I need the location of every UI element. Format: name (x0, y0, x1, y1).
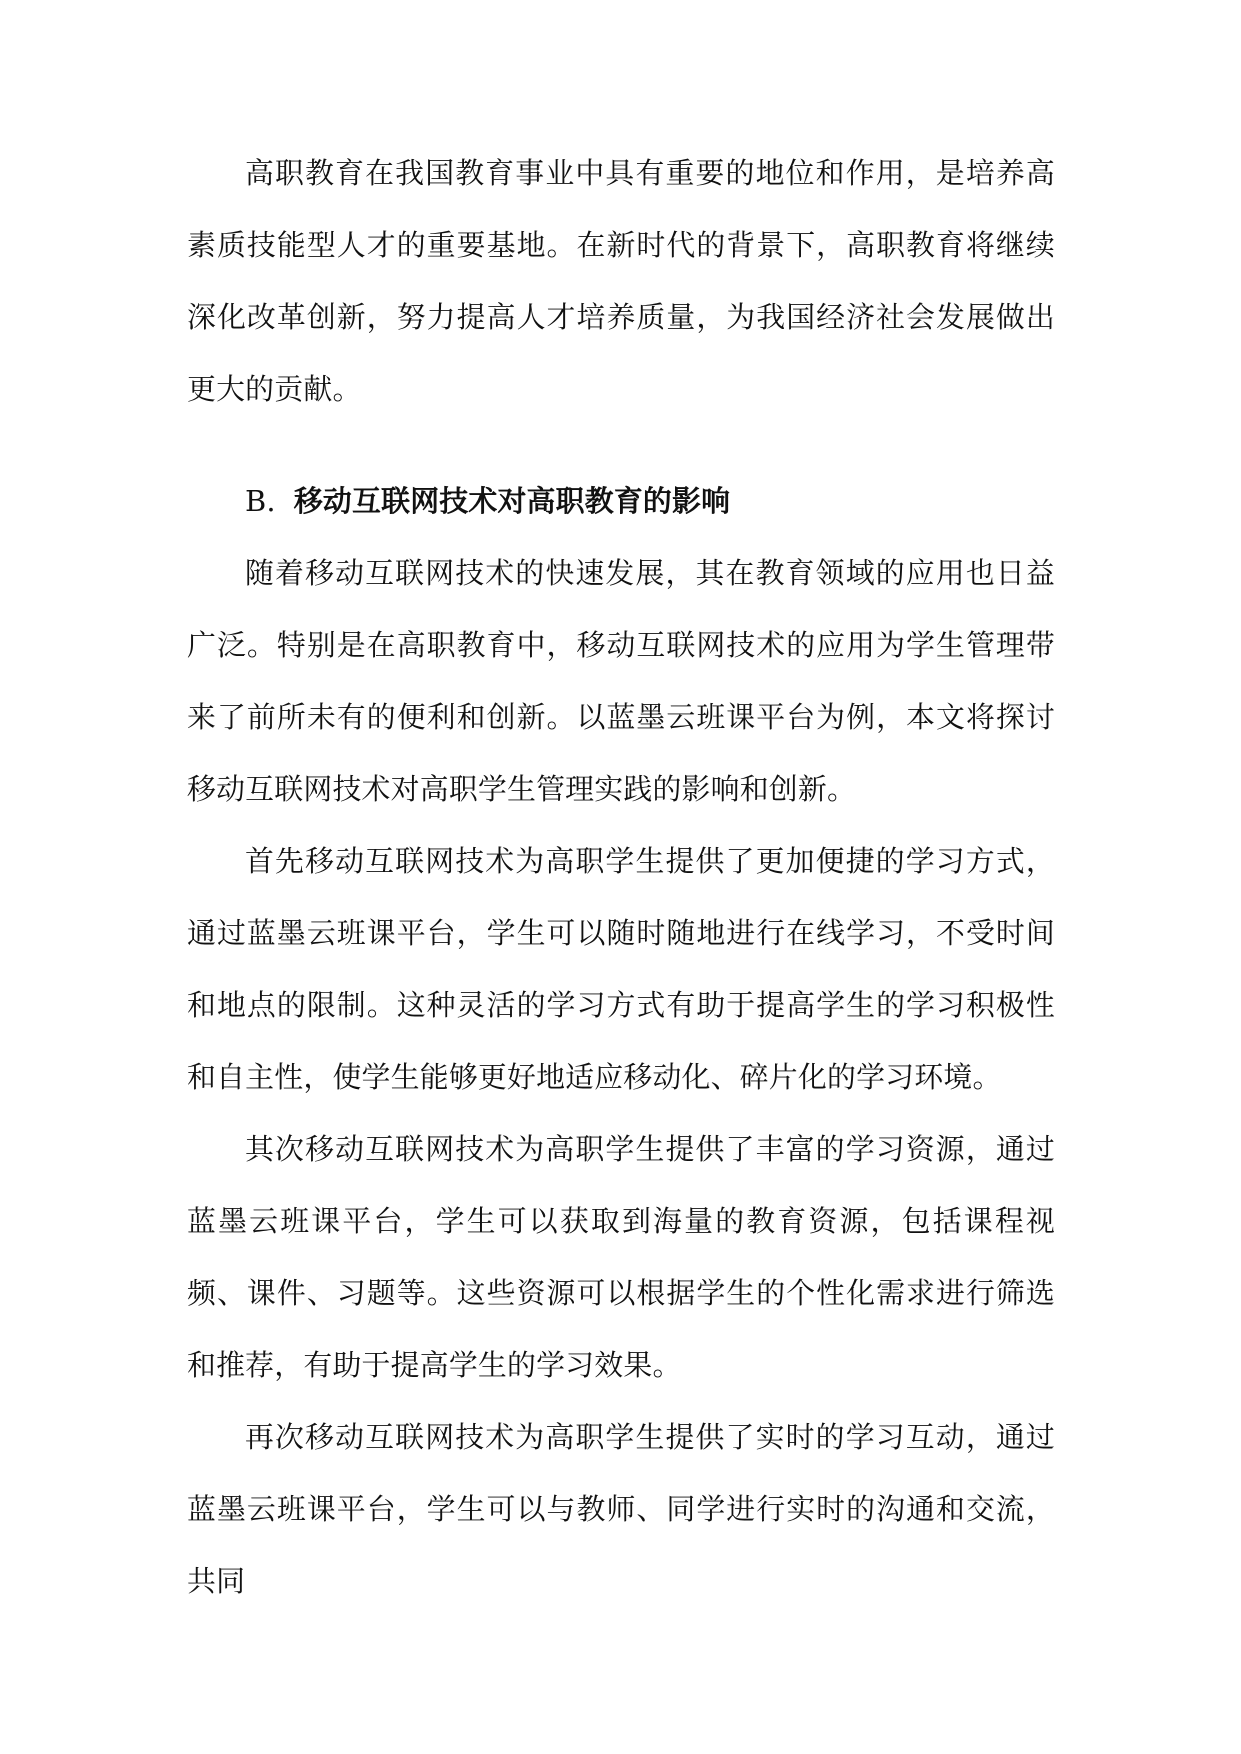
section-heading (187, 465, 1055, 537)
paragraph-third: 再次移动互联网技术为高职学生提供了实时的学习互动，通过蓝墨云班课平台，学生可以与教师、同学进行实时的沟通和交流，共同 (187, 1420, 1055, 1598)
paragraph-intro: 随着移动互联网技术的快速发展，其在教育领域的应用也日益广泛。特别是在高职教育中，移动互联网技术的应用为学生管理带来了前所未有的便利和创新。以蓝墨云班课平台为例，本文将探讨移动互联网技术对高职学生管理实践的影响和创新。 (187, 556, 1055, 806)
paragraph-conclusion: 高职教育在我国教育事业中具有重要的地位和作用，是培养高素质技能型人才的重要基地。在新时代的背景下，高职教育将继续深化改革创新，努力提高人才培养质量，为我国经济社会发展做出更大的贡献。 (187, 156, 1055, 406)
document-body (187, 137, 1055, 1617)
paragraph-second: 其次移动互联网技术为高职学生提供了丰富的学习资源，通过蓝墨云班课平台，学生可以获取到海量的教育资源，包括课程视频、课件、习题等。这些资源可以根据学生的个性化需求进行筛选和推荐，有助于提高学生的学习效果。 (187, 1132, 1055, 1382)
paragraph-first: 首先移动互联网技术为高职学生提供了更加便捷的学习方式，通过蓝墨云班课平台，学生可以随时随地进行在线学习，不受时间和地点的限制。这种灵活的学习方式有助于提高学生的学习积极性和自主性，使学生能够更好地适应移动化、碎片化的学习环境。 (187, 844, 1055, 1094)
section-title: 移动互联网技术对高职教育的影响 (293, 484, 731, 518)
section-number: B. (245, 484, 276, 518)
